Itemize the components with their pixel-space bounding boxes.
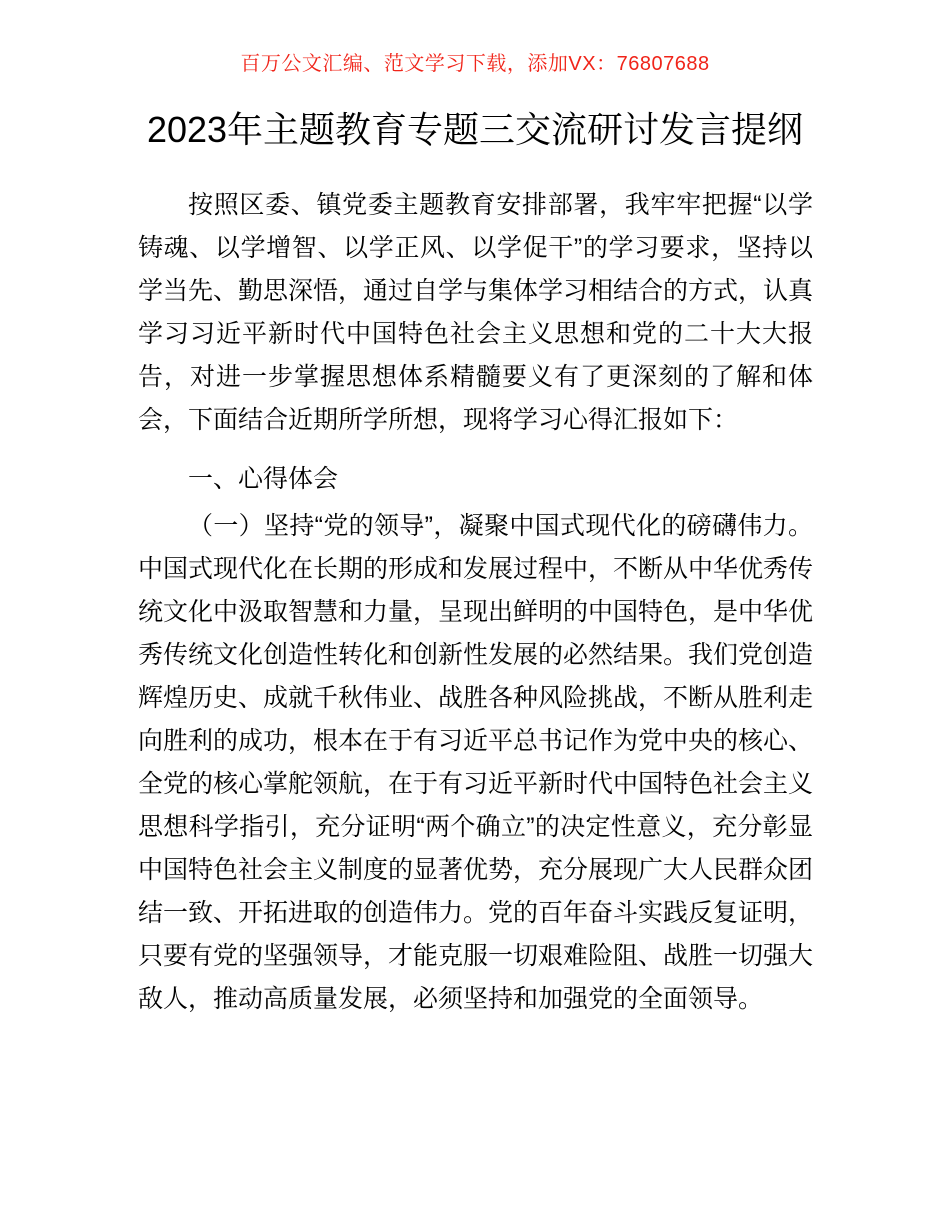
paragraph-intro: 按照区委、镇党委主题教育安排部署，我牢牢把握“以学铸魂、以学增智、以学正风、以学促干”的学习要求，坚持以学当先、勤思深悟，通过自学与集体学习相结合的方式，认真学习习近平新时代中国特色社会主义思想和党的二十大大报告，对进一步掌握思想体系精髓要义有了更深刻的了解和体会，下面结合近期所学所想，现将学习心得汇报如下： <box>138 191 814 434</box>
document-body <box>138 184 813 1021</box>
promo-banner: 百万公文汇编、范文学习下载，添加VX：76807688 <box>240 53 710 75</box>
document-title: 2023年主题教育专题三交流研讨发言提纲 <box>146 109 804 150</box>
paragraph-section1-item1: （一）坚持“党的领导”，凝聚中国式现代化的磅礴伟力。中国式现代化在长期的形成和发展过程中，不断从中华优秀传统文化中汲取智慧和力量，呈现出鲜明的中国特色，是中华优秀传统文化创造性转化和创新性发展的必然结果。我们党创造辉煌历史、成就千秋伟业、战胜各种风险挑战，不断从胜利走向胜利的成功，根本在于有习近平总书记作为党中央的核心、全党的核心掌舵领航，在于有习近平新时代中国特色社会主义思想科学指引，充分证明“两个确立”的决定性意义，充分彰显中国特色社会主义制度的显著优势，充分展现广大人民群众团结一致、开拓进取的创造伟力。党的百年奋斗实践反复证明，只要有党的坚强领导，才能克服一切艰难险阻、战胜一切强大敌人，推动高质量发展，必须坚持和加强党的全面领导。 <box>138 512 814 1013</box>
section-1-heading: 一、心得体会 <box>188 465 339 493</box>
